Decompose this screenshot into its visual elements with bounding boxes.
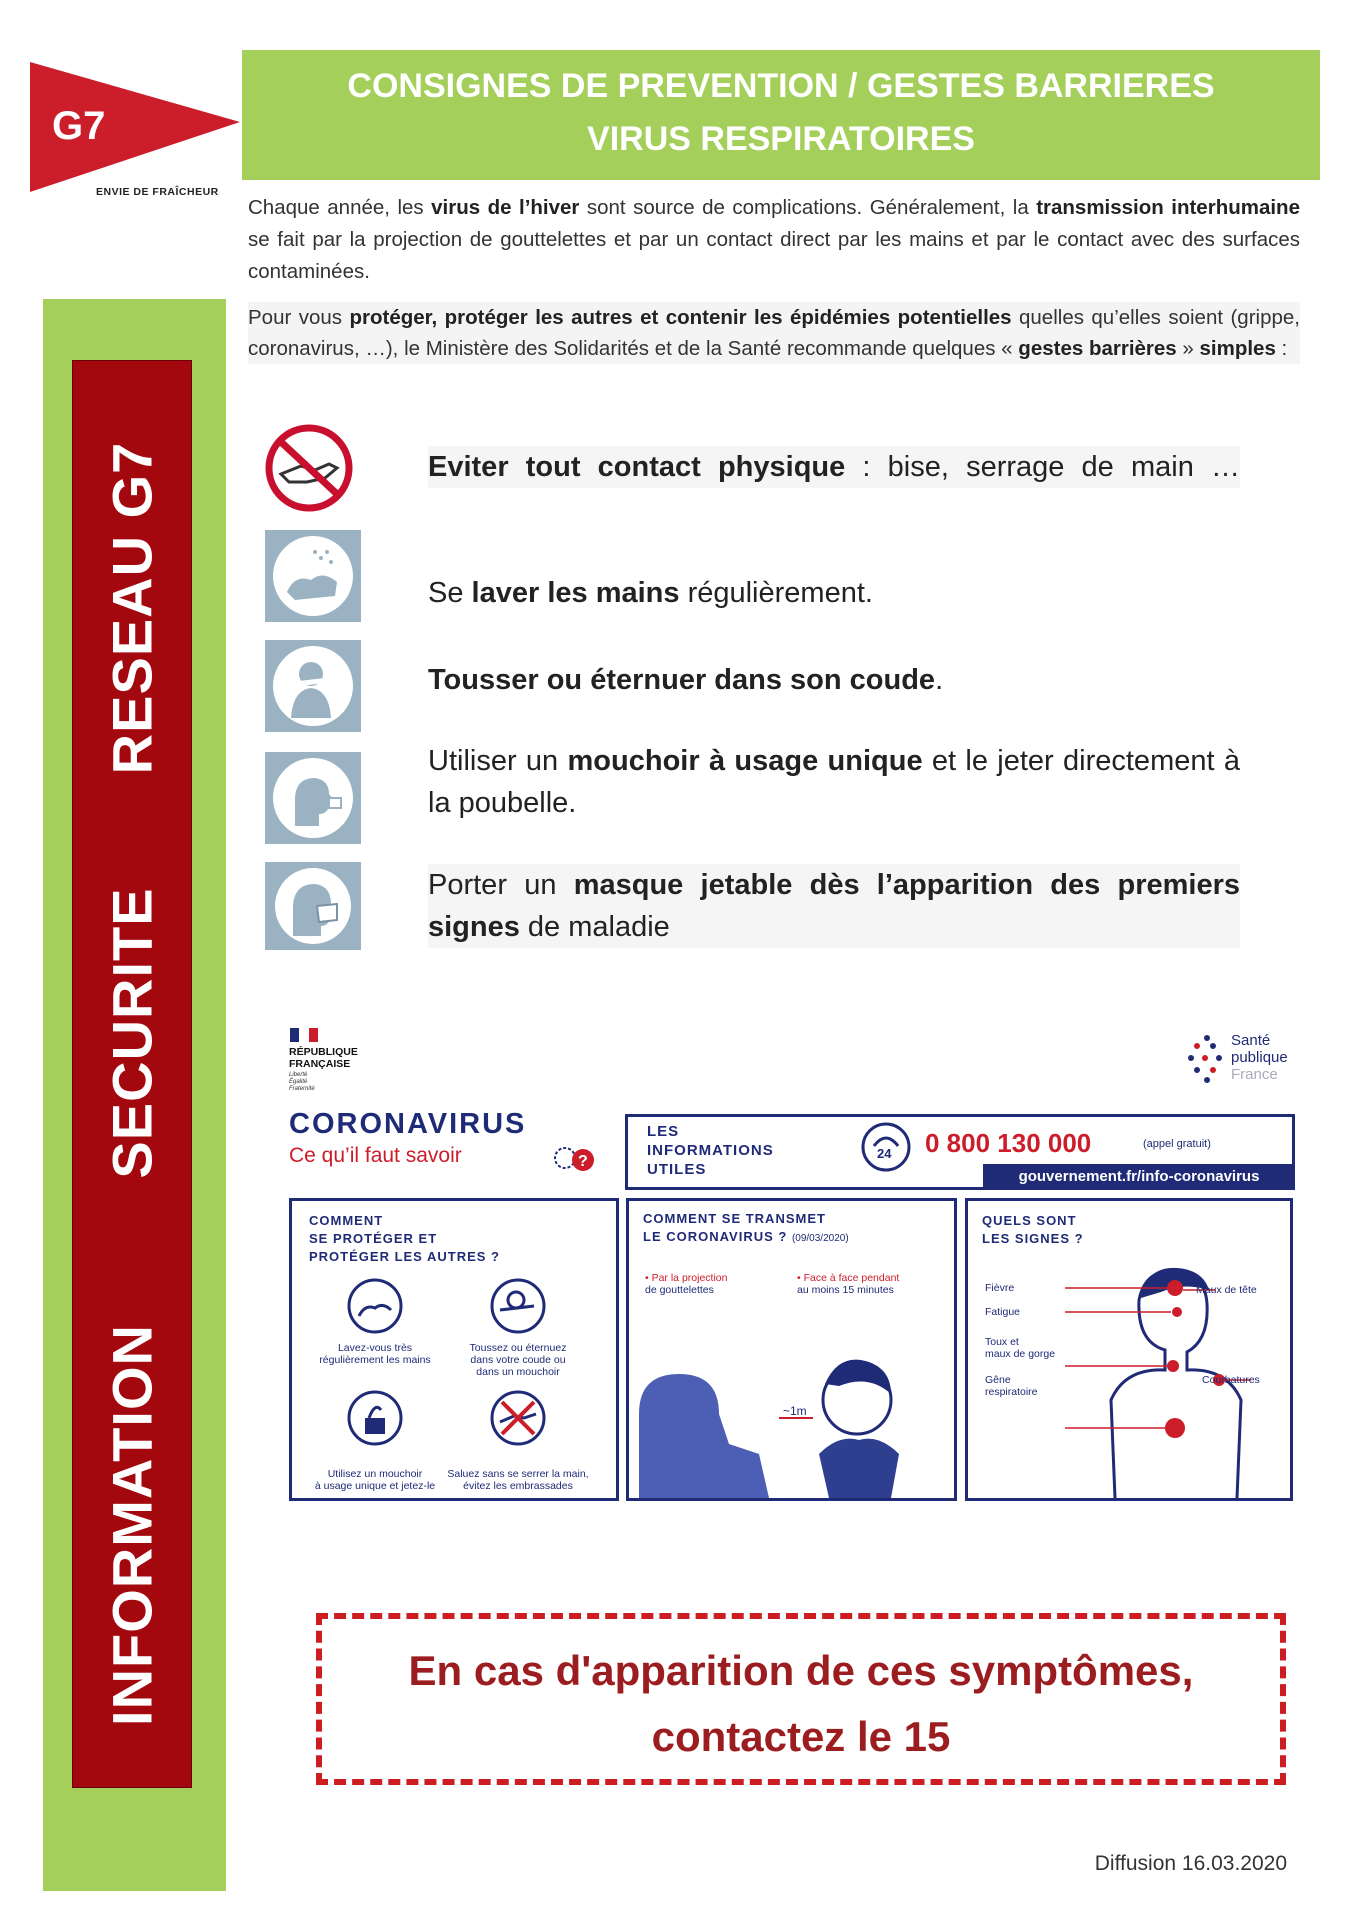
gesture-mask-text: Porter un masque jetable dès l’apparition des premiers signes de maladie <box>428 864 1240 948</box>
caption-tissue: Utilisez un mouchoir à usage unique et jetez-le <box>314 1468 436 1492</box>
intro-paragraph-2: Pour vous protéger, protéger les autres et contenir les épidémies potentielles quelles qu’elles soient (grippe, coronavirus, …), le Ministère des Solidarités et de la Santé recommande quelques « gestes barrières » simples : <box>248 302 1300 364</box>
sante-publique-dots-icon <box>1183 1032 1227 1088</box>
sidebar-word-reseau: RESEAU G7 <box>100 441 164 775</box>
poster-subtitle: Ce qu’il faut savoir <box>289 1144 462 1167</box>
cough-elbow-icon <box>488 1276 548 1336</box>
no-handshake-icon <box>488 1388 548 1448</box>
panel-symptoms-title: QUELS SONT LES SIGNES ? <box>982 1213 1084 1246</box>
intro-paragraph-1: Chaque année, les virus de l’hiver sont source de complications. Généralement, la transmission interhumaine se fait par la projection de gouttelettes et par un contact direct par les mains et par le contact avec des surfaces contaminées. <box>248 196 1300 283</box>
republique-devise: Liberté Égalité Fraternité <box>289 1072 315 1092</box>
phone-badge: 24 <box>877 1146 892 1161</box>
sidebar-word-securite: SECURITE <box>100 887 164 1179</box>
gesture-no-contact-text: Eviter tout contact physique : bise, serrage de main … <box>428 446 1240 488</box>
phone-24h-icon <box>859 1120 913 1174</box>
diffusion-date: Diffusion 16.03.2020 <box>1094 1852 1287 1875</box>
panel-transmission-title: COMMENT SE TRANSMET LE CORONAVIRUS ? (09/03/2020) <box>643 1211 849 1244</box>
transmission-face-to-face: • Face à face pendant au moins 15 minutes <box>797 1272 900 1296</box>
symptom-fever: Fièvre <box>985 1282 1015 1294</box>
symptom-headache: Maux de tête <box>1196 1284 1257 1296</box>
logo-brand: G7 <box>52 104 106 148</box>
header-title-line1: CONSIGNES DE PREVENTION / GESTES BARRIERES <box>347 67 1215 105</box>
caption-wash-hands: Lavez-vous très régulièrement les mains <box>319 1342 431 1366</box>
warning-line2: contactez le 15 <box>651 1713 951 1760</box>
header-title-line2: VIRUS RESPIRATOIRES <box>587 120 975 158</box>
symptom-fatigue: Fatigue <box>985 1306 1021 1318</box>
virus-icon <box>547 1138 595 1178</box>
gesture-cough-text: Tousser ou éternuer dans son coude. <box>428 664 944 696</box>
sidebar-word-information: INFORMATION <box>100 1324 164 1726</box>
hotline-note: (appel gratuit) <box>1143 1138 1211 1150</box>
republique-label: RÉPUBLIQUE FRANÇAISE <box>289 1046 358 1070</box>
symptom-breathing: Gêne respiratoire <box>985 1374 1038 1398</box>
info-url: gouvernement.fr/info-coronavirus <box>983 1164 1295 1190</box>
warning-line1: En cas d'apparition de ces symptômes, <box>408 1647 1194 1694</box>
symptom-aches: Courbatures <box>1202 1374 1260 1386</box>
no-handshake-icon <box>263 422 355 514</box>
handwashing-icon <box>265 530 361 622</box>
emergency-warning-box <box>316 1613 1286 1785</box>
cough-elbow-icon <box>265 640 361 732</box>
panel-protection-title: COMMENT SE PROTÉGER ET PROTÉGER LES AUTRES ? <box>309 1213 500 1264</box>
coronavirus-poster <box>285 1024 1305 1504</box>
transmission-distance: ~1m <box>783 1404 807 1418</box>
caption-no-kiss: Saluez sans se serrer la main, évitez les embrassades <box>447 1468 589 1492</box>
wash-hands-icon <box>345 1276 405 1336</box>
tissue-bin-icon <box>345 1388 405 1448</box>
mask-icon <box>265 862 361 950</box>
info-box-label: LES INFORMATIONS UTILES <box>647 1123 774 1178</box>
transmission-droplets: • Par la projection de gouttelettes <box>645 1272 728 1296</box>
svg-text:?: ? <box>578 1153 588 1170</box>
french-flag-icon <box>290 1028 318 1042</box>
header-banner <box>242 50 1320 180</box>
symptom-cough: Toux et maux de gorge <box>985 1336 1056 1360</box>
poster-title: CORONAVIRUS <box>289 1108 527 1140</box>
tissue-icon <box>265 752 361 844</box>
hotline-number: 0 800 130 000 <box>925 1128 1092 1158</box>
logo-tagline: ENVIE DE FRAÎCHEUR <box>96 186 219 198</box>
gesture-handwashing-text: Se laver les mains régulièrement. <box>428 577 873 609</box>
gesture-tissue-text: Utiliser un mouchoir à usage unique et le jeter directement à la poubelle. <box>428 745 1240 819</box>
sante-publique-label: Santé publique France <box>1231 1032 1288 1083</box>
caption-cough: Toussez ou éternuez dans votre coude ou dans un mouchoir <box>469 1342 567 1378</box>
